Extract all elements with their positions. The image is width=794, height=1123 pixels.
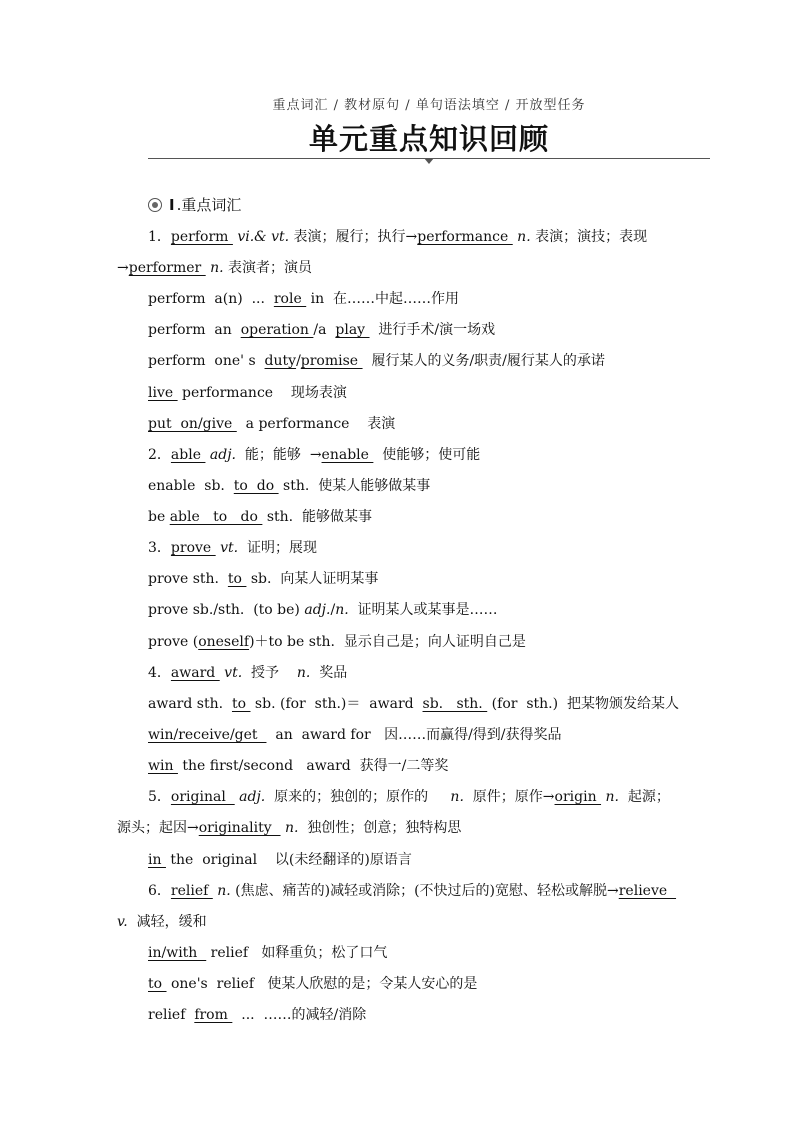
text-fragment: in 在……中起……作用 xyxy=(306,291,460,307)
text-fragment: 证明某人或某事是…… xyxy=(348,602,498,618)
vocab-line xyxy=(148,228,647,246)
answer-blank: to xyxy=(148,976,167,992)
text-fragment: 4． xyxy=(148,665,171,681)
text-fragment: 表演；演技；表现 xyxy=(530,229,648,245)
vocab-line xyxy=(148,851,412,869)
breadcrumb: 重点词汇 / 教材原句 / 单句语法填空 / 开放型任务 xyxy=(272,98,586,113)
answer-blank: originality xyxy=(198,820,281,836)
answer-blank: able xyxy=(170,447,206,463)
text-fragment: be xyxy=(148,509,170,525)
answer-blank: perform xyxy=(170,229,233,245)
text-fragment: n. xyxy=(512,229,531,245)
vocab-line xyxy=(148,477,430,495)
answer-blank: award xyxy=(170,665,220,681)
answer-blank: win xyxy=(148,758,178,774)
text-fragment: 原来的；独创的；原作的 xyxy=(265,789,451,805)
answer-blank: sb. sth. xyxy=(422,696,488,712)
vocab-line xyxy=(148,508,372,526)
vocab-line xyxy=(148,290,459,308)
answer-blank: able to do xyxy=(169,509,263,525)
vocab-line xyxy=(148,570,378,588)
vocab-line xyxy=(148,882,676,900)
text-fragment: n. xyxy=(205,260,224,276)
text-fragment: an award for 因……而赢得/得到/获得奖品 xyxy=(266,727,562,743)
text-fragment: perform an xyxy=(148,322,241,338)
vocab-line xyxy=(117,259,312,277)
text-fragment: prove ( xyxy=(148,634,199,650)
vocab-line xyxy=(148,352,605,370)
answer-blank: oneself xyxy=(198,634,250,650)
answer-blank: operation xyxy=(240,322,314,338)
text-fragment: relief 如释重负；松了口气 xyxy=(206,945,388,961)
text-fragment: ... ……的减轻/消除 xyxy=(232,1007,367,1023)
text-fragment: prove sth. xyxy=(148,571,228,587)
vocab-line xyxy=(148,446,480,464)
header-arrow-icon xyxy=(424,158,434,164)
text-fragment: 授予 xyxy=(242,665,297,681)
vocab-line xyxy=(148,757,448,775)
answer-blank: to xyxy=(231,696,251,712)
text-fragment: sb. 向某人证明某事 xyxy=(246,571,379,587)
text-fragment: n. xyxy=(280,820,299,836)
section-heading xyxy=(148,194,241,215)
answer-blank: to do xyxy=(233,478,279,494)
answer-blank: promise xyxy=(300,353,363,369)
text-fragment: 5． xyxy=(148,789,171,805)
answer-blank: duty xyxy=(264,353,297,369)
text-fragment: 源头；起因→ xyxy=(117,820,199,836)
text-fragment: 奖品 xyxy=(310,665,348,681)
radio-bullet-icon xyxy=(148,198,162,212)
vocab-line xyxy=(148,384,347,402)
answer-blank: in xyxy=(148,852,166,868)
text-fragment: a performance 表演 xyxy=(236,416,396,432)
text-fragment: 表演者；演员 xyxy=(223,260,313,276)
text-fragment: 证明；展现 xyxy=(238,540,317,556)
text-fragment: 进行手术/演一场戏 xyxy=(369,322,496,338)
text-fragment: /a xyxy=(313,322,336,338)
section-number: Ⅰ xyxy=(169,195,175,214)
text-fragment: 减轻，缓和 xyxy=(127,914,207,930)
text-fragment: 能；能够 → xyxy=(236,447,322,463)
text-fragment: vt. xyxy=(219,665,243,681)
answer-blank: in/with xyxy=(148,945,207,961)
text-fragment: sb. (for sth.)＝ award xyxy=(250,696,423,712)
answer-blank: performer xyxy=(128,260,206,276)
text-fragment: 独创性；创意；独特构思 xyxy=(298,820,462,836)
section-title: .重点词汇 xyxy=(176,196,242,214)
answer-blank: origin xyxy=(554,789,602,805)
text-fragment: n. xyxy=(296,665,311,681)
text-fragment: 使能够；使可能 xyxy=(373,447,481,463)
text-fragment: 表演；履行；执行→ xyxy=(289,229,418,245)
answer-blank: original xyxy=(170,789,235,805)
vocab-line xyxy=(148,633,526,651)
text-fragment: perform a(n) ... xyxy=(148,291,274,307)
text-fragment: (for sth.) 把某物颁发给某人 xyxy=(487,696,679,712)
vocab-line xyxy=(148,695,679,713)
text-fragment: 3． xyxy=(148,540,171,556)
text-fragment: )＋to be sth. 显示自己是；向人证明自己是 xyxy=(249,634,526,650)
answer-blank: performance xyxy=(417,229,513,245)
text-fragment: (焦虑、痛苦的)减轻或消除；(不快过后的)宽慰、轻松或解脱→ xyxy=(230,883,619,899)
answer-blank: from xyxy=(194,1007,233,1023)
text-fragment: the first/second award 获得一/二等奖 xyxy=(177,758,449,774)
answer-blank: role xyxy=(273,291,307,307)
text-fragment: 1． xyxy=(148,229,171,245)
text-fragment: → xyxy=(117,260,129,276)
text-fragment: 2． xyxy=(148,447,171,463)
text-fragment: adj. xyxy=(304,602,331,618)
text-fragment: performance 现场表演 xyxy=(177,385,347,401)
answer-blank: enable xyxy=(321,447,374,463)
vocab-line xyxy=(148,664,347,682)
vocab-line xyxy=(117,819,461,837)
answer-blank: relief xyxy=(170,883,213,899)
vocab-line xyxy=(148,726,562,744)
text-fragment: 6． xyxy=(148,883,171,899)
text-fragment: sth. 使某人能够做某事 xyxy=(278,478,431,494)
text-fragment: prove sb./sth. (to be) xyxy=(148,602,305,618)
text-fragment: sth. 能够做某事 xyxy=(262,509,373,525)
answer-blank: to xyxy=(227,571,247,587)
text-fragment: / xyxy=(330,602,336,618)
text-fragment: 履行某人的义务/职责/履行某人的承诺 xyxy=(362,353,605,369)
vocab-line xyxy=(117,913,207,931)
text-fragment: the original 以(未经翻译的)原语言 xyxy=(165,852,412,868)
text-fragment: vt. xyxy=(215,540,239,556)
text-fragment: 起源； xyxy=(618,789,670,805)
answer-blank: play xyxy=(335,322,370,338)
vocab-line xyxy=(148,788,670,806)
vocab-line xyxy=(148,1006,366,1024)
text-fragment: enable sb. xyxy=(148,478,234,494)
text-fragment: award sth. xyxy=(148,696,232,712)
page-title: 单元重点知识回顾 xyxy=(308,122,549,156)
page-header xyxy=(148,94,710,158)
text-fragment: n. xyxy=(450,789,464,805)
vocab-line xyxy=(148,415,395,433)
text-fragment: adj. xyxy=(234,789,266,805)
text-fragment: n. xyxy=(212,883,231,899)
text-fragment: perform one' s xyxy=(148,353,265,369)
answer-blank: put on/give xyxy=(148,416,237,432)
text-fragment: / xyxy=(296,353,301,369)
text-fragment: adj. xyxy=(205,447,237,463)
vocab-line xyxy=(148,975,477,993)
text-fragment: v. xyxy=(117,914,128,930)
vocab-line xyxy=(148,601,498,619)
text-fragment: 原件；原作→ xyxy=(463,789,555,805)
text-fragment: n. xyxy=(601,789,619,805)
vocab-line xyxy=(148,944,387,962)
answer-blank: prove xyxy=(170,540,216,556)
vocab-line xyxy=(148,539,317,557)
text-fragment: vi.& vt. xyxy=(232,229,290,245)
text-fragment: relief xyxy=(148,1007,195,1023)
text-fragment: one's relief 使某人欣慰的是；令某人安心的是 xyxy=(166,976,478,992)
answer-blank: live xyxy=(148,385,178,401)
vocab-line xyxy=(148,321,495,339)
text-fragment: n. xyxy=(335,602,349,618)
answer-blank: relieve xyxy=(618,883,677,899)
answer-blank: win/receive/get xyxy=(148,727,267,743)
